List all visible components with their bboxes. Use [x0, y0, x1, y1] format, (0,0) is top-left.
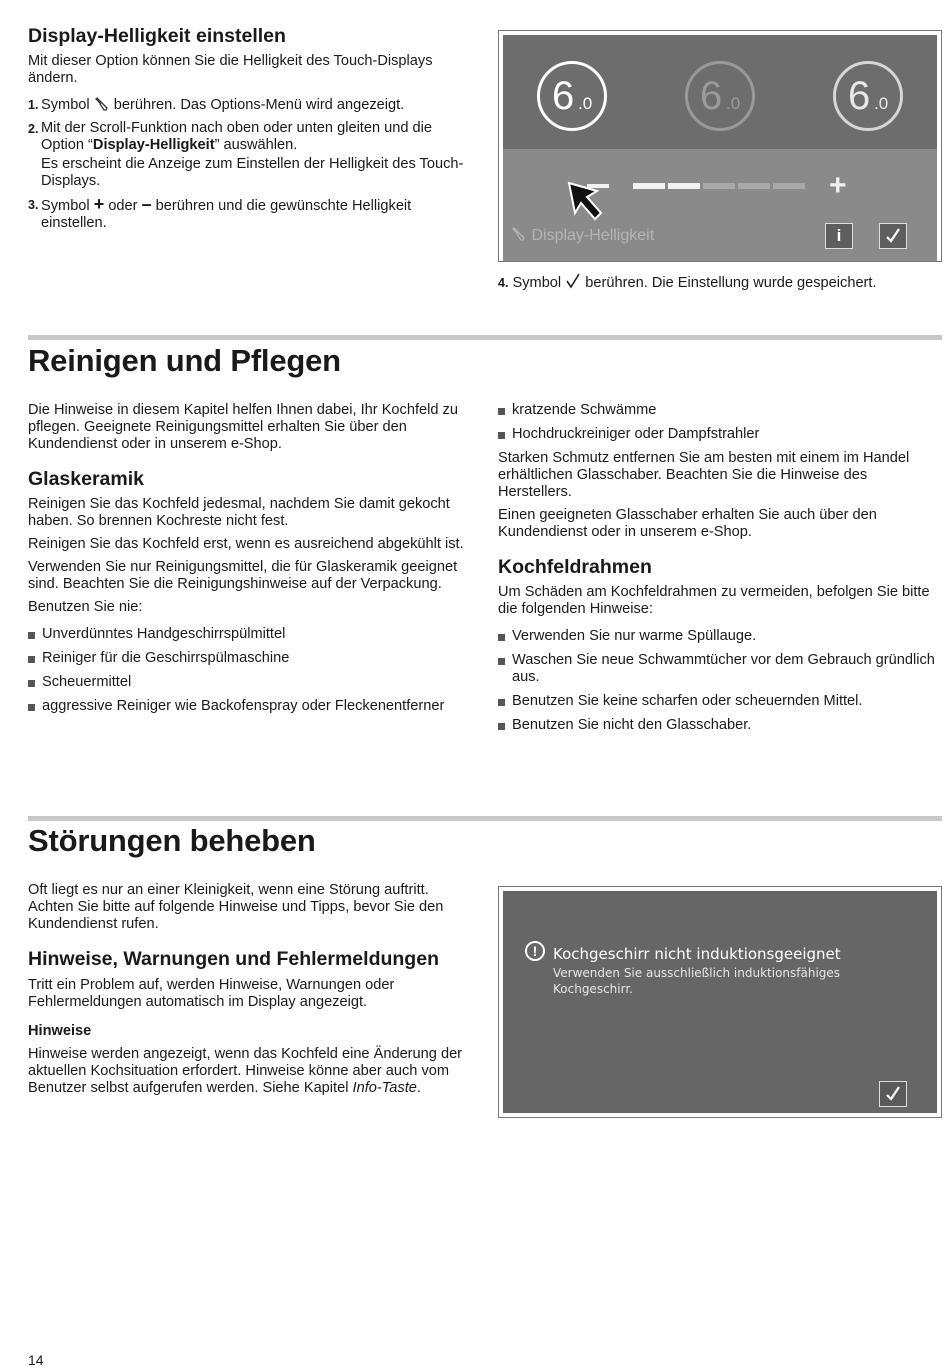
kochfeldrahmen-intro: Um Schäden am Kochfeldrahmen zu vermeiden, befolgen Sie bitte die folgenden Hinweise: [498, 584, 930, 617]
message-title: Kochgeschirr nicht induktionsgeeignet [553, 945, 841, 963]
info-taste-link[interactable]: Info-Taste [352, 1080, 417, 1096]
level-indicator-1[interactable]: 6 .0 [537, 61, 607, 131]
step-2: 2. Mit der Scroll-Funktion nach oben oder unten gleiten und die Option “Display-Helligkeit” auswählen. [28, 120, 433, 153]
wrench-icon [511, 226, 527, 242]
section-title-reinigen: Reinigen und Pflegen [28, 343, 341, 378]
list-item: Waschen Sie neue Schwammtücher vor dem Gebrauch gründlich aus. [498, 652, 942, 686]
reinigen-intro: Die Hinweise in diesem Kapitel helfen Ihnen dabei, Ihr Kochfeld zu pflegen. Geeignete Reinigungsmittel erhalten Sie über den Kundendienst oder in unserem e-Shop. [28, 402, 458, 452]
info-button[interactable]: i [825, 223, 853, 249]
message-text: Verwenden Sie ausschließlich induktionsfähiges Kochgeschirr. [553, 966, 841, 996]
warning-icon: ! [525, 941, 545, 961]
right-column-reinigen [498, 402, 942, 741]
glaskeramik-title: Glaskeramik [28, 468, 145, 490]
stoerungen-intro: Oft liegt es nur an einer Kleinigkeit, wenn eine Störung auftritt. Achten Sie bitte auf folgende Hinweise und Tipps, bevor Sie den Kundendienst rufen. [28, 882, 444, 932]
glaskeramik-p4: Benutzen Sie nie: [28, 599, 143, 615]
plus-button[interactable]: + [829, 169, 847, 202]
left-column-stoerungen [28, 882, 473, 1103]
hinweise-warnungen-title: Hinweise, Warnungen und Fehlermeldungen [28, 948, 439, 970]
list-item: Benutzen Sie nicht den Glasschaber. [498, 717, 942, 734]
list-item: Hochdruckreiniger oder Dampfstrahler [498, 426, 942, 443]
step-1: 1. Symbol berühren. Das Options-Menü wird angezeigt. [28, 97, 405, 113]
display-label: Display-Helligkeit [511, 226, 654, 246]
check-icon [883, 1084, 903, 1104]
slider-segment-5 [773, 183, 805, 189]
confirm-button[interactable] [879, 223, 907, 249]
glaskeramik-p1: Reinigen Sie das Kochfeld jedesmal, nachdem Sie damit gekocht haben. So brennen Kochreste nicht fest. [28, 496, 450, 529]
list-item: Unverdünntes Handgeschirrspülmittel [28, 626, 473, 643]
glaskeramik-p3: Verwenden Sie nur Reinigungsmittel, die für Glaskeramik geeignet sind. Beachten Sie die Reinigungshinweise auf der Verpackung. [28, 559, 458, 592]
kochfeldrahmen-list [498, 628, 942, 734]
hinweise-warnungen-text: Tritt ein Problem auf, werden Hinweise, Warnungen oder Fehlermeldungen automatisch im Display angezeigt. [28, 977, 395, 1010]
slider-segment-3 [703, 183, 735, 189]
glasschaber-p1: Starken Schmutz entfernen Sie am besten mit einem im Handel erhältlichen Glasschaber. Beachten Sie die Hinweise des Herstellers. [498, 450, 910, 500]
kochfeldrahmen-title: Kochfeldrahmen [498, 556, 652, 578]
list-item: kratzende Schwämme [498, 402, 942, 419]
brightness-display [498, 30, 942, 262]
slider-segment-2 [668, 183, 700, 189]
step-2-extra: Es erscheint die Anzeige zum Einstellen der Helligkeit des Touch-Displays. [41, 156, 464, 189]
intro-text: Mit dieser Option können Sie die Helligkeit des Touch-Displays ändern. [28, 53, 433, 86]
section-title-stoerungen: Störungen beheben [28, 823, 316, 858]
list-item: Verwenden Sie nur warme Spüllauge. [498, 628, 942, 645]
never-use-list-continued [498, 402, 942, 443]
step-4: 4. Symbol berühren. Die Einstellung wurde gespeichert. [498, 275, 877, 291]
slider-segment-4 [738, 183, 770, 189]
level-indicator-3[interactable]: 6 .0 [833, 61, 903, 131]
cursor-arrow-icon [565, 179, 609, 223]
page-number: 14 [28, 1352, 44, 1368]
slider-segment-1 [633, 183, 665, 189]
list-item: Benutzen Sie keine scharfen oder scheuernden Mittel. [498, 693, 942, 710]
check-icon [883, 226, 903, 246]
hinweise-text: Hinweise werden angezeigt, wenn das Kochfeld eine Änderung der aktuellen Kochsituation erfordert. Hinweise könne aber auch vom Benutzer selbst aufgerufen werden. Siehe Kapitel Info-Taste. [28, 1046, 463, 1096]
message-display [498, 886, 942, 1118]
level-indicator-2[interactable]: 6 .0 [685, 61, 755, 131]
minus-icon: – [141, 194, 152, 214]
never-use-list [28, 626, 473, 715]
glasschaber-p2: Einen geeigneten Glasschaber erhalten Sie auch über den Kundendienst oder in unserem e-Shop. [498, 507, 877, 540]
section-divider [28, 816, 942, 821]
brightness-control-area [503, 149, 937, 261]
left-column-reinigen [28, 402, 473, 722]
step-3: 3. Symbol + oder – berühren und die gewünschte Helligkeit einstellen. [28, 194, 412, 231]
list-item: aggressive Reiniger wie Backofenspray oder Fleckenentferner [28, 698, 473, 715]
check-icon [565, 273, 581, 289]
level-area [503, 35, 937, 149]
brightness-slider[interactable] [633, 183, 805, 189]
wrench-icon [94, 96, 110, 112]
section-divider [28, 335, 942, 340]
plus-icon: + [93, 194, 105, 214]
list-item: Reiniger für die Geschirrspülmaschine [28, 650, 473, 667]
glaskeramik-p2: Reinigen Sie das Kochfeld erst, wenn es ausreichend abgekühlt ist. [28, 536, 464, 552]
list-item: Scheuermittel [28, 674, 473, 691]
section-title-display-helligkeit: Display-Helligkeit einstellen [28, 25, 286, 47]
steps-list [28, 96, 473, 232]
hinweise-title: Hinweise [28, 1023, 92, 1039]
confirm-button[interactable] [879, 1081, 907, 1107]
